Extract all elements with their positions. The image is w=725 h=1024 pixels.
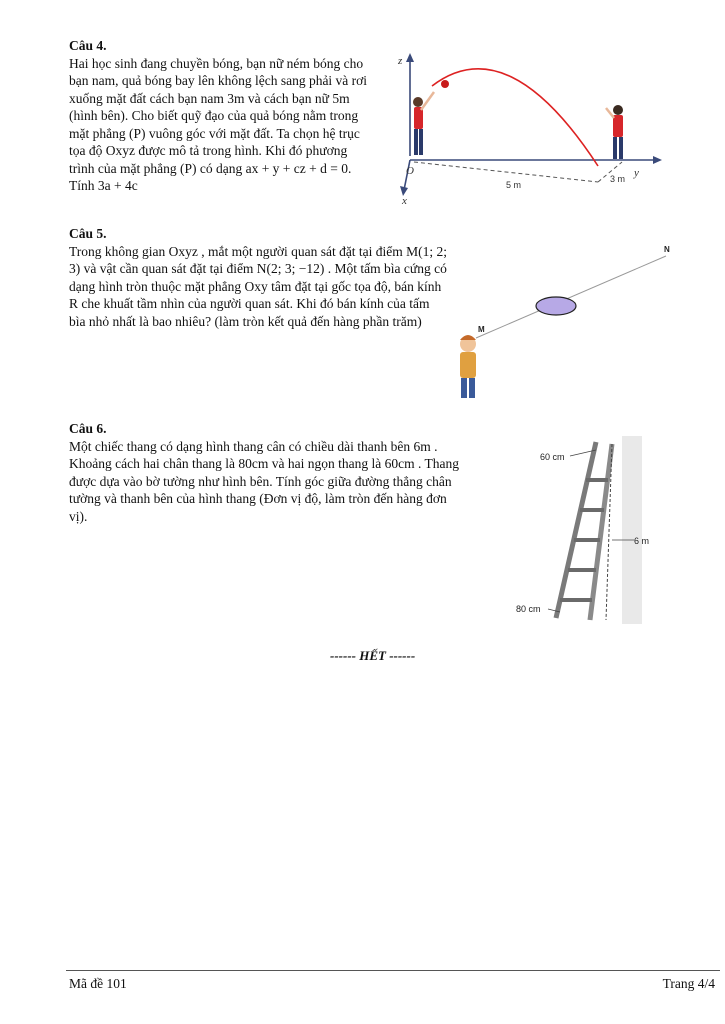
ball: [441, 80, 449, 88]
question-4-title: Câu 4.: [69, 38, 107, 53]
question-6-title: Câu 6.: [69, 421, 107, 436]
point-n-label: N: [664, 245, 670, 254]
girl-figure: [413, 92, 434, 155]
distance-5m-label: 5 m: [506, 180, 522, 190]
question-6-text: Một chiếc thang có dạng hình thang cân có chiều dài thanh bên 6m . Khoảng cách hai chân thang là 80cm và hai ngọn thang là 60cm . Thang được dựa vào bờ tường như hình bên. Tính góc giữa đường thẳng chân tường và thanh bên của hình thang (Đơn vị độ, làm tròn đến hàng đơn vị).: [69, 438, 460, 524]
bottom-width-label: 80 cm: [516, 604, 541, 614]
ball-throw-figure: [388, 48, 670, 208]
page-number: Trang 4/4: [662, 976, 715, 991]
question-4: [69, 37, 369, 195]
cardboard-disc: [536, 297, 576, 315]
exam-code: Mã đề 101: [69, 976, 127, 991]
end-mark: ------ HẾT ------: [330, 648, 416, 663]
boy-figure: [606, 105, 623, 159]
y-axis-label: y: [634, 167, 639, 179]
trajectory-curve: [432, 69, 598, 166]
question-5-text: Trong không gian Oxyz , mắt một người quan sát đặt tại điểm M(1; 2; 3) và vật cần quan sát đặt tại điểm N(2; 3; −12) . Một tấm bìa cứng có dạng hình tròn thuộc mặt phẳng Oxy tâm đặt tại gốc tọa độ, bán kính R che khuất tầm nhìn của người quan sát. Khi đó bán kính của tấm bìa nhỏ nhất là bao nhiêu? (làm tròn kết quả đến hàng phần trăm): [69, 243, 448, 329]
question-5-title: Câu 5.: [69, 226, 107, 241]
z-axis-label: z: [398, 55, 403, 67]
side-length-label: 6 m: [634, 536, 650, 546]
observer-boy: [460, 335, 476, 398]
question-5: [69, 225, 449, 330]
ladder-figure: [500, 432, 660, 630]
top-width-label: 60 cm: [540, 452, 565, 462]
x-axis-label: x: [402, 195, 407, 207]
ladder: [556, 442, 612, 620]
footer-divider: [66, 970, 720, 971]
wall: [622, 436, 642, 624]
distance-3m-label: 3 m: [610, 174, 626, 184]
question-4-text: Hai học sinh đang chuyền bóng, bạn nữ ném bóng cho bạn nam, quả bóng bay lên không lệch sang phải và rơi xuống mặt đất cách bạn nam 3m và cách bạn nữ 5m (hình bên). Cho biết quỹ đạo của quả bóng nằm trong mặt phẳng (P) vuông góc với mặt đất. Ta chọn hệ trục tọa độ Oxyz được mô tả trong hình. Khi đó phương trình của mặt phẳng (P) có dạng ax + y + cz + d = 0. Tính 3a + 4c: [69, 55, 368, 193]
question-6: [69, 420, 461, 525]
point-m-label: M: [478, 325, 485, 334]
observer-figure: [448, 238, 688, 402]
line-of-sight: [476, 256, 666, 338]
origin-label: O: [406, 165, 414, 177]
